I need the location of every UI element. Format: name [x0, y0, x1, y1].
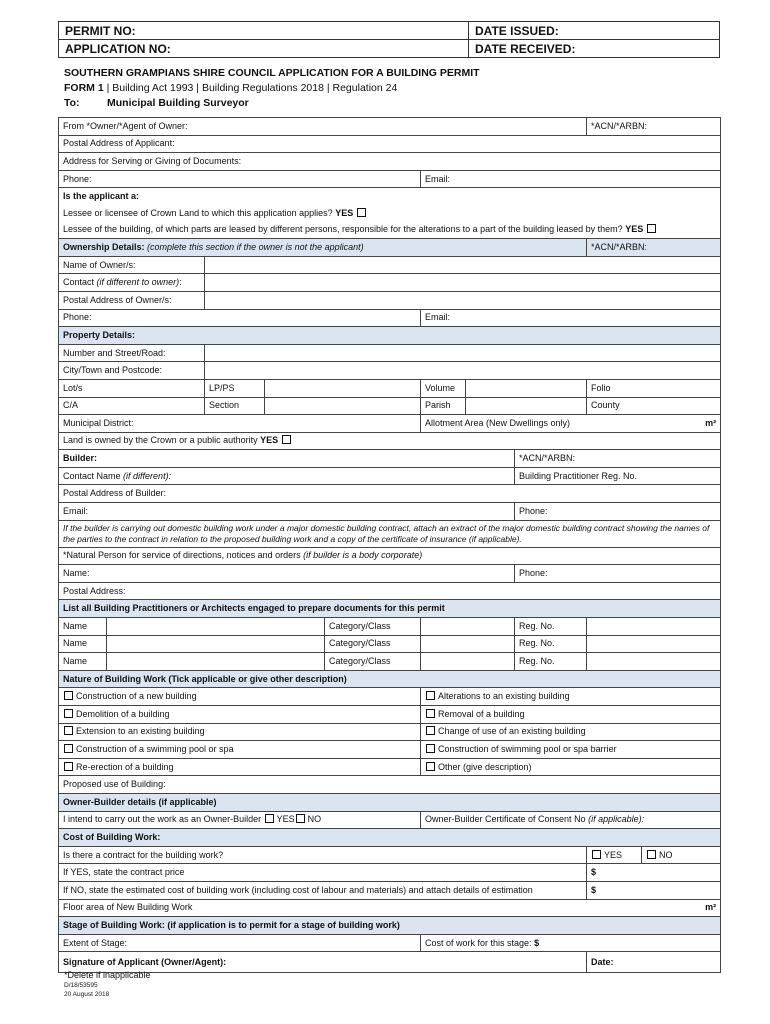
signature-date-field[interactable]: Date: — [587, 952, 721, 973]
nature-option[interactable]: Alterations to an existing building — [421, 688, 721, 706]
form-number: FORM 1 — [64, 82, 104, 94]
practitioner-reg-input[interactable] — [587, 653, 721, 671]
practitioner-category-input[interactable] — [421, 653, 515, 671]
permit-header-table — [58, 21, 720, 58]
nature-option[interactable]: Construction of a new building — [59, 688, 421, 706]
practitioner-name-input[interactable] — [107, 653, 325, 671]
nature-option[interactable]: Re-erection of a building — [59, 758, 421, 776]
owner-builder-yes-checkbox[interactable] — [265, 814, 274, 823]
document-date: 20 August 2018 — [64, 991, 110, 998]
natural-postal-field[interactable]: Postal Address: — [59, 582, 721, 600]
stage-heading: Stage of Building Work: (if application is to permit for a stage of building work) — [59, 917, 721, 935]
owner-email-field[interactable]: Email: — [421, 309, 721, 327]
floor-area-field[interactable]: Floor area of New Building Work m² — [59, 899, 721, 917]
nature-option[interactable]: Extension to an existing building — [59, 723, 421, 741]
date-issued-label: DATE ISSUED: — [469, 22, 720, 40]
date-received-label: DATE RECEIVED: — [469, 40, 720, 58]
volume-label: Volume — [421, 379, 466, 397]
natural-name-field[interactable]: Name: — [59, 565, 515, 583]
crown-land-checkbox[interactable] — [282, 435, 291, 444]
practitioner-category-input[interactable] — [421, 635, 515, 653]
proposed-use-field[interactable]: Proposed use of Building: — [59, 776, 721, 794]
stage-cost-field[interactable]: Cost of work for this stage: $ — [421, 934, 721, 952]
nature-option[interactable]: Other (give description) — [421, 758, 721, 776]
city-label: City/Town and Postcode: — [59, 362, 205, 380]
owner-contact-label: Contact (if different to owner): — [59, 274, 205, 292]
application-no-label: APPLICATION NO: — [59, 40, 469, 58]
builder-postal-field[interactable]: Postal Address of Builder: — [59, 485, 721, 503]
section-input[interactable] — [265, 397, 421, 415]
practitioner-row: Name Category/Class Reg. No. — [59, 653, 721, 671]
is-applicant-label: Is the applicant a: — [63, 191, 140, 202]
lpps-label: LP/PS — [205, 379, 265, 397]
county-field[interactable]: County — [587, 397, 721, 415]
lessee-crown-checkbox[interactable] — [357, 208, 366, 217]
natural-phone-field[interactable]: Phone: — [515, 565, 721, 583]
nature-option[interactable]: Change of use of an existing building — [421, 723, 721, 741]
practitioner-reg-input[interactable] — [587, 618, 721, 636]
owner-builder-heading: Owner-Builder details (if applicable) — [59, 793, 721, 811]
practitioner-category-input[interactable] — [421, 618, 515, 636]
owner-postal-input[interactable] — [205, 291, 721, 309]
practitioners-heading: List all Building Practitioners or Architects engaged to prepare documents for this permit — [59, 600, 721, 618]
parish-input[interactable] — [466, 397, 587, 415]
contract-yes-option[interactable]: YES — [587, 846, 642, 864]
owner-phone-field[interactable]: Phone: — [59, 309, 421, 327]
builder-heading: Builder: — [59, 450, 515, 468]
builder-reg-field[interactable]: Building Practitioner Reg. No. — [515, 467, 721, 485]
cost-heading: Cost of Building Work: — [59, 829, 721, 847]
owner-name-label: Name of Owner/s: — [59, 256, 205, 274]
builder-contract-note: If the builder is carrying out domestic building work under a major domestic building contract, attach an extract of the major domestic building contract showing the names of the parties to the contract in relation to the proposed building work and a copy of the certificate of insurance (if applicable). — [59, 520, 721, 547]
practitioner-name-input[interactable] — [107, 635, 325, 653]
natural-person-label: *Natural Person for service of directions, notices and orders (if builder is a body corporate) — [59, 547, 721, 565]
stage-extent-field[interactable]: Extent of Stage: — [59, 934, 421, 952]
applicant-acn-field[interactable]: *ACN/*ARBN: — [587, 118, 721, 136]
owner-name-input[interactable] — [205, 256, 721, 274]
builder-acn-field[interactable]: *ACN/*ARBN: — [515, 450, 721, 468]
applicant-email-field[interactable]: Email: — [421, 170, 721, 188]
lessee-building-checkbox[interactable] — [647, 224, 656, 233]
to-value: Municipal Building Surveyor — [107, 97, 249, 109]
applicant-service-address-field[interactable]: Address for Serving or Giving of Documents: — [59, 153, 721, 171]
owner-builder-no-checkbox[interactable] — [296, 814, 305, 823]
ownership-heading: Ownership Details: — [63, 241, 145, 252]
district-field[interactable]: Municipal District: — [59, 415, 421, 433]
owner-acn-field[interactable]: *ACN/*ARBN: — [587, 239, 721, 257]
contract-question: Is there a contract for the building work? — [59, 846, 587, 864]
builder-contact-field[interactable]: Contact Name (if different): — [59, 467, 515, 485]
folio-field[interactable]: Folio — [587, 379, 721, 397]
delete-note: *Delete if inapplicable — [64, 970, 151, 980]
practitioner-reg-input[interactable] — [587, 635, 721, 653]
estimated-cost-label: If NO, state the estimated cost of building work (including cost of labour and materials) and attach details of estimation — [59, 881, 587, 899]
to-label: To: — [64, 97, 80, 109]
lessee-crown-label: Lessee or licensee of Crown Land to which this application applies? — [63, 207, 333, 218]
application-form-table: From *Owner/*Agent of Owner: *ACN/*ARBN: Postal Address of Applicant: Address for Serving or Giving of Documents: Phone: Email: Is the applicant a: Lessee or licensee of Crown Land to which this application applies? YES Lessee of the building, of which parts are leased by different persons, responsible for the alterations to a part of the building leased by them? YES Ownership Details: (complete this section if the owner is not the applicant) *ACN/*ARBN: Name of Owner/s: Contact (if different to owner): Postal Address of Owner/s: Phone: Email: Property Details: Number and Street/Road: City/Town and Postcode: Lot/s LP/PS Volume Folio C/A Section Parish County Municipal District: Allotment Area (New Dwellings only) m² Land is owned by the Crown or a public authority YES Builder: *ACN/*ARBN: Contact Name (if different): Building Practitioner Reg. No. Postal Address of Builder: Email: Phone: If the builder is carrying out domestic building work under a major domestic building contract, attach an extract of the major domestic building contract showing the names of the parties to the contract in relation to the proposed building work and a copy of the certificate of insurance (if applicable). *Natural Person for service of directions, notices and orders (if builder is a body corporate) Name: Phone: Postal Address: List all Building Practitioners or Architects engaged to prepare documents for this permit Name Category/Class Reg. No. Name Category/Class Reg. No. Name Category/Class Reg. No. Nature of Building Work (Tick applicable or give other description) Construction of a new building Alterations to an existing building Demolition of a building Removal of a building Extension to an existing building Change of use of an existing building Construction of a swimming pool or spa Construction of swimming pool or spa barrier Re-erection of a building Other (give description) Proposed use of Building: Owner-Builder details (if applicable) I intend to carry out the work as an Owner-Builder YES NO Owner-Builder Certificate of Consent No (if applicable): Cost of Building Work: Is there a contract for the building work? YES NO If YES, state the contract price $ If NO, state the estimated cost of building work (including cost of labour and materials) and attach details of estimation $ Floor area of New Building Work m² Stage of Building Work: (if application is to permit for a stage of building work) Extent of Stage: Cost of work for this stage: $ Signature of Applicant (Owner/Agent): Date: — [58, 117, 721, 973]
city-input[interactable] — [205, 362, 721, 380]
signature-field[interactable]: Signature of Applicant (Owner/Agent): — [59, 952, 587, 973]
applicant-postal-field[interactable]: Postal Address of Applicant: — [59, 135, 721, 153]
document-ref: D/18/53595 — [64, 982, 98, 989]
form-intro — [64, 66, 480, 111]
nature-option[interactable]: Demolition of a building — [59, 706, 421, 724]
contract-price-input[interactable]: $ — [587, 864, 721, 882]
practitioner-name-input[interactable] — [107, 618, 325, 636]
ca-field[interactable]: C/A — [59, 397, 205, 415]
applicant-from-field[interactable]: From *Owner/*Agent of Owner: — [59, 118, 587, 136]
allotment-field[interactable]: Allotment Area (New Dwellings only) m² — [421, 415, 721, 433]
street-label: Number and Street/Road: — [59, 344, 205, 362]
property-heading: Property Details: — [59, 327, 721, 345]
applicant-phone-field[interactable]: Phone: — [59, 170, 421, 188]
contract-no-option[interactable]: NO — [642, 846, 721, 864]
volume-input[interactable] — [466, 379, 587, 397]
practitioner-row: Name Category/Class Reg. No. — [59, 618, 721, 636]
form-title: SOUTHERN GRAMPIANS SHIRE COUNCIL APPLICATION FOR A BUILDING PERMIT — [64, 67, 480, 79]
lpps-input[interactable] — [265, 379, 421, 397]
practitioner-row: Name Category/Class Reg. No. — [59, 635, 721, 653]
permit-no-label: PERMIT NO: — [59, 22, 469, 40]
contract-price-label: If YES, state the contract price — [59, 864, 587, 882]
lot-field[interactable]: Lot/s — [59, 379, 205, 397]
nature-option[interactable]: Removal of a building — [421, 706, 721, 724]
nature-option[interactable]: Construction of swimming pool or spa barrier — [421, 741, 721, 759]
owner-builder-cert-field[interactable]: Owner-Builder Certificate of Consent No (if applicable): — [421, 811, 721, 829]
lessee-building-label: Lessee of the building, of which parts are leased by different persons, responsible for the alterations to a part of the building leased by them? — [63, 224, 623, 235]
section-label: Section — [205, 397, 265, 415]
owner-builder-intend-label: I intend to carry out the work as an Owner-Builder — [63, 814, 262, 825]
builder-email-field[interactable]: Email: — [59, 503, 515, 521]
nature-heading: Nature of Building Work (Tick applicable or give other description) — [59, 670, 721, 688]
form-footer — [64, 970, 151, 999]
form-acts: | Building Act 1993 | Building Regulations 2018 | Regulation 24 — [103, 82, 398, 94]
estimated-cost-input[interactable]: $ — [587, 881, 721, 899]
nature-option[interactable]: Construction of a swimming pool or spa — [59, 741, 421, 759]
street-input[interactable] — [205, 344, 721, 362]
crown-land-label: Land is owned by the Crown or a public authority — [63, 435, 258, 446]
owner-contact-input[interactable] — [205, 274, 721, 292]
parish-label: Parish — [421, 397, 466, 415]
owner-postal-label: Postal Address of Owner/s: — [59, 291, 205, 309]
builder-phone-field[interactable]: Phone: — [515, 503, 721, 521]
